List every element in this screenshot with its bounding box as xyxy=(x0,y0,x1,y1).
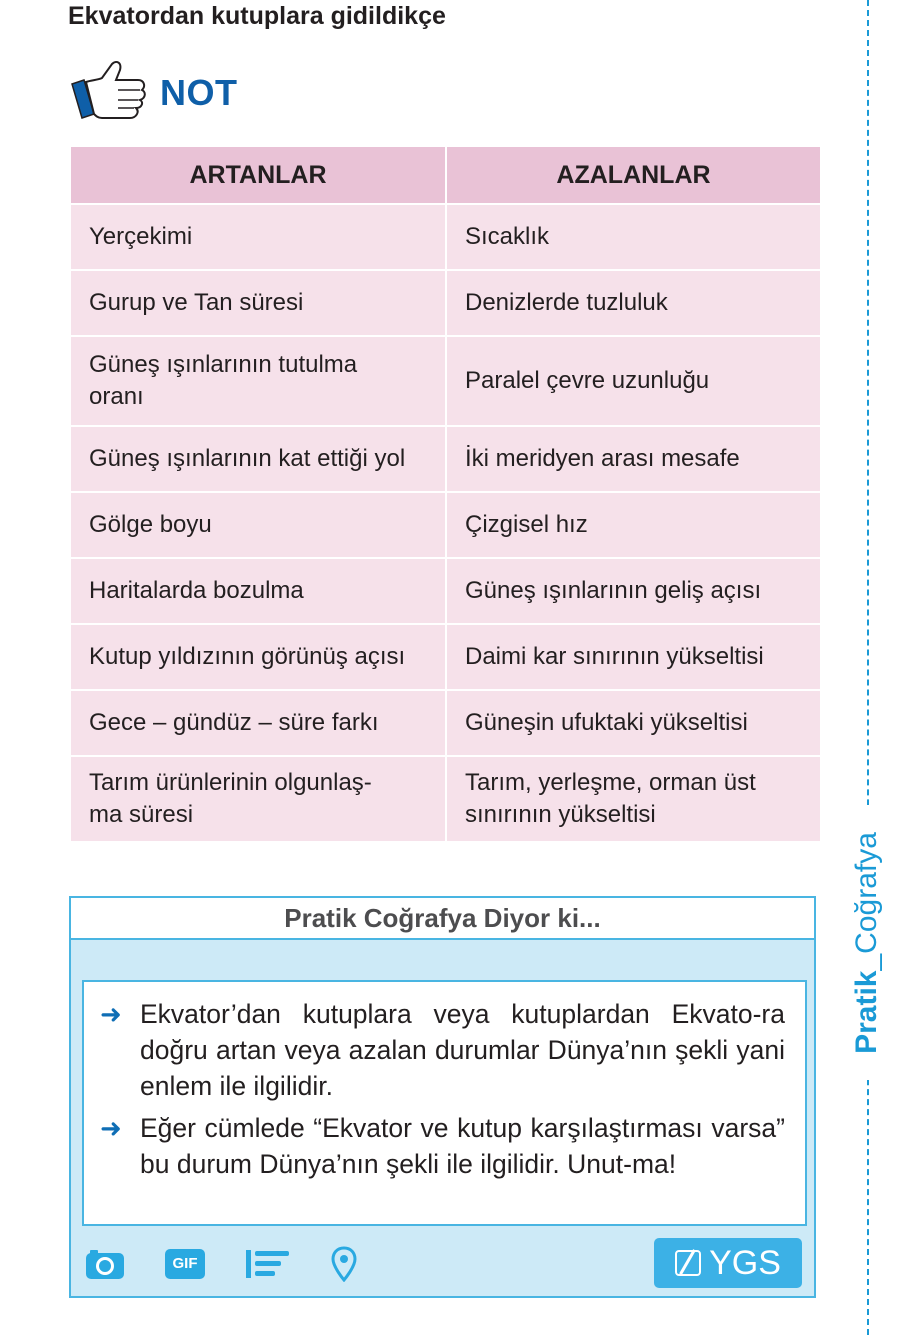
arrow-right-icon: ➜ xyxy=(100,999,122,1029)
pratik-content xyxy=(82,980,807,1226)
side-label-bold: Pratik xyxy=(850,970,883,1054)
table-row xyxy=(70,204,821,270)
table-row xyxy=(70,492,821,558)
page-title: Ekvatordan kutuplara gidildikçe xyxy=(68,2,446,30)
header-azalanlar: AZALANLAR xyxy=(446,146,821,204)
table-cell: Çizgisel hız xyxy=(446,492,821,558)
pratik-box xyxy=(69,896,816,1298)
cell-line: Tarım, yerleşme, orman üst sınırının yükseltisi xyxy=(465,769,756,828)
comparison-table xyxy=(69,145,822,843)
cell-line: Tarım ürünlerinin olgunlaş-ma süresi xyxy=(89,769,372,828)
text-lines-icon xyxy=(245,1248,291,1280)
pratik-title: Pratik Coğrafya Diyor ki... xyxy=(71,898,814,940)
table-header-row xyxy=(70,146,821,204)
location-pin-icon xyxy=(331,1246,357,1282)
table-cell: Paralel çevre uzunluğu xyxy=(446,336,821,426)
table-cell: Sıcaklık xyxy=(446,204,821,270)
table-row xyxy=(70,558,821,624)
text-button[interactable] xyxy=(245,1248,291,1280)
location-button[interactable] xyxy=(331,1246,357,1282)
table-cell: Gurup ve Tan süresi xyxy=(70,270,446,336)
table-cell: Denizlerde tuzluluk xyxy=(446,270,821,336)
media-toolbar xyxy=(85,1246,397,1282)
table-cell: Daimi kar sınırının yükseltisi xyxy=(446,624,821,690)
table-cell: Kutup yıldızının görünüş açısı xyxy=(70,624,446,690)
table-cell: Güneşin ufuktaki yükseltisi xyxy=(446,690,821,756)
table-cell: Gölge boyu xyxy=(70,492,446,558)
table-cell: Haritalarda bozulma xyxy=(70,558,446,624)
note-label: NOT xyxy=(160,72,238,113)
table-row xyxy=(70,426,821,492)
table-cell: Güneş ışınlarının geliş açısı xyxy=(446,558,821,624)
thumbs-up-icon xyxy=(68,60,148,126)
note-header xyxy=(68,60,238,126)
table-cell xyxy=(446,756,821,842)
table-cell: Güneş ışınlarının kat ettiği yol xyxy=(70,426,446,492)
list-item xyxy=(100,1110,785,1182)
table-cell xyxy=(70,336,446,426)
camera-icon xyxy=(85,1248,125,1280)
ygs-logo-icon xyxy=(675,1250,701,1276)
ygs-label: YGS xyxy=(709,1243,781,1282)
table-cell: Gece – gündüz – süre farkı xyxy=(70,690,446,756)
table-cell: İki meridyen arası mesafe xyxy=(446,426,821,492)
table-cell: Yerçekimi xyxy=(70,204,446,270)
list-item xyxy=(100,996,785,1104)
camera-button[interactable] xyxy=(85,1248,125,1280)
gif-button[interactable] xyxy=(165,1249,205,1279)
side-label-rest: _Coğrafya xyxy=(850,831,883,971)
table-row xyxy=(70,624,821,690)
side-label xyxy=(832,805,902,1080)
header-artanlar: ARTANLAR xyxy=(70,146,446,204)
table-row xyxy=(70,756,821,842)
table-row xyxy=(70,270,821,336)
cell-line: Güneş ışınlarının tutulma oranı xyxy=(89,351,358,410)
side-dashed-line xyxy=(867,0,869,1335)
table-cell xyxy=(70,756,446,842)
table-row xyxy=(70,336,821,426)
arrow-right-icon: ➜ xyxy=(100,1113,122,1143)
table-row xyxy=(70,690,821,756)
bullet-text: Eğer cümlede “Ekvator ve kutup karşılaştırması varsa” bu durum Dünya’nın şekli ile ilgilidir. Unut-ma! xyxy=(140,1113,785,1179)
bullet-text: Ekvator’dan kutuplara veya kutuplardan Ekvato-ra doğru artan veya azalan durumlar Dünya’nın şekli yani enlem ile ilgilidir. xyxy=(140,999,785,1101)
ygs-badge[interactable] xyxy=(654,1238,802,1288)
gif-icon: GIF xyxy=(165,1249,205,1279)
